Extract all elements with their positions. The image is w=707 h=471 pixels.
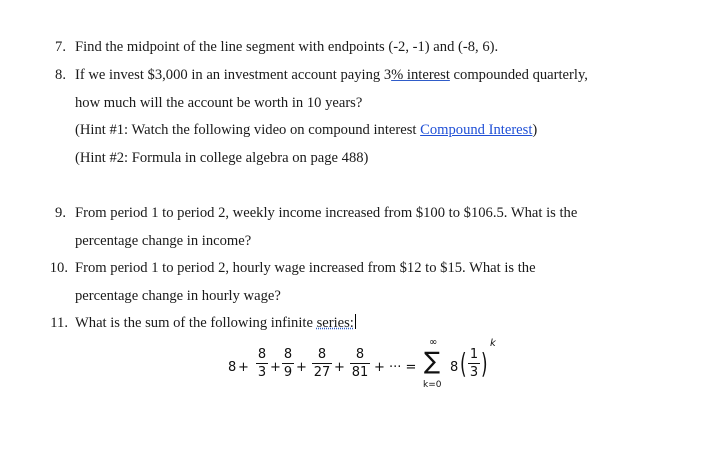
item-10-number: 10. <box>49 260 68 276</box>
hint-1-pre: (Hint #1: Watch the following video on compound interest <box>75 122 421 138</box>
item-10-line-1: From period 1 to period 2, hourly wage increased from $12 to $15. What is the <box>75 260 536 276</box>
formula-plus-4: + <box>334 360 345 375</box>
fraction-2 <box>282 347 294 380</box>
exponent: k <box>490 338 496 349</box>
item-8-hint-2: (Hint #2: Formula in college algebra on page 488) <box>75 150 369 166</box>
item-8-line-1-post: compounded quarterly, <box>449 67 588 83</box>
left-paren: ( <box>460 347 467 380</box>
fraction-3 <box>312 347 332 380</box>
item-10-line-2: percentage change in hourly wage? <box>75 288 281 304</box>
fraction-1 <box>256 347 268 380</box>
item-11-number: 11. <box>50 315 68 331</box>
item-9-line-2: percentage change in income? <box>75 233 252 249</box>
fraction-2-num: 8 <box>283 347 293 362</box>
series-word: series: <box>316 315 354 331</box>
fraction-1-bar <box>256 363 268 364</box>
formula-coefficient: 8 <box>450 360 459 375</box>
series-formula <box>228 337 508 410</box>
fraction-2-bar <box>282 363 294 364</box>
inner-fraction-num: 1 <box>469 347 479 362</box>
fraction-3-den: 27 <box>313 365 331 380</box>
right-paren: ) <box>481 347 488 380</box>
item-8-line-2: how much will the account be worth in 10 years? <box>75 95 363 111</box>
sigma-upper-limit: ∞ <box>429 337 438 348</box>
inner-fraction-den: 3 <box>469 365 479 380</box>
fraction-1-num: 8 <box>257 347 267 362</box>
fraction-2-den: 9 <box>283 365 293 380</box>
hint-1-post: ) <box>532 122 538 138</box>
sigma-lower-limit: k=0 <box>423 380 442 390</box>
fraction-4-bar <box>350 363 370 364</box>
fraction-4-num: 8 <box>355 347 365 362</box>
formula-ellipsis-equals: + ··· = <box>374 360 417 375</box>
item-8-hint-1 <box>75 121 537 139</box>
text-cursor <box>355 314 356 329</box>
formula-plus-1: + <box>238 360 249 375</box>
sigma-symbol: ∑ <box>424 347 441 375</box>
item-9-line-1: From period 1 to period 2, weekly income increased from $100 to $106.5. What is the <box>75 205 578 221</box>
fraction-4 <box>350 347 370 380</box>
item-7-number: 7. <box>55 39 66 55</box>
item-11-text <box>75 314 356 332</box>
item-7-text: Find the midpoint of the line segment with endpoints (-2, -1) and (-8, 6). <box>75 39 499 55</box>
inner-fraction <box>468 347 480 380</box>
inner-fraction-bar <box>468 363 480 364</box>
fraction-3-bar <box>312 363 332 364</box>
item-8-number: 8. <box>55 67 66 83</box>
item-11-text-pre: What is the sum of the following infinite <box>75 315 317 331</box>
item-8-line-1 <box>75 66 588 84</box>
formula-plus-3: + <box>296 360 307 375</box>
item-8-line-1-pre: If we invest $3,000 in an investment account paying 3 <box>75 67 392 83</box>
interest-hyperlink[interactable]: % interest <box>391 67 450 83</box>
fraction-3-num: 8 <box>317 347 327 362</box>
formula-lead: 8 <box>228 360 237 375</box>
compound-interest-link[interactable]: Compound Interest <box>420 122 533 138</box>
fraction-1-den: 3 <box>257 365 267 380</box>
item-9-number: 9. <box>55 205 66 221</box>
formula-plus-2: + <box>270 360 281 375</box>
fraction-4-den: 81 <box>351 365 369 380</box>
